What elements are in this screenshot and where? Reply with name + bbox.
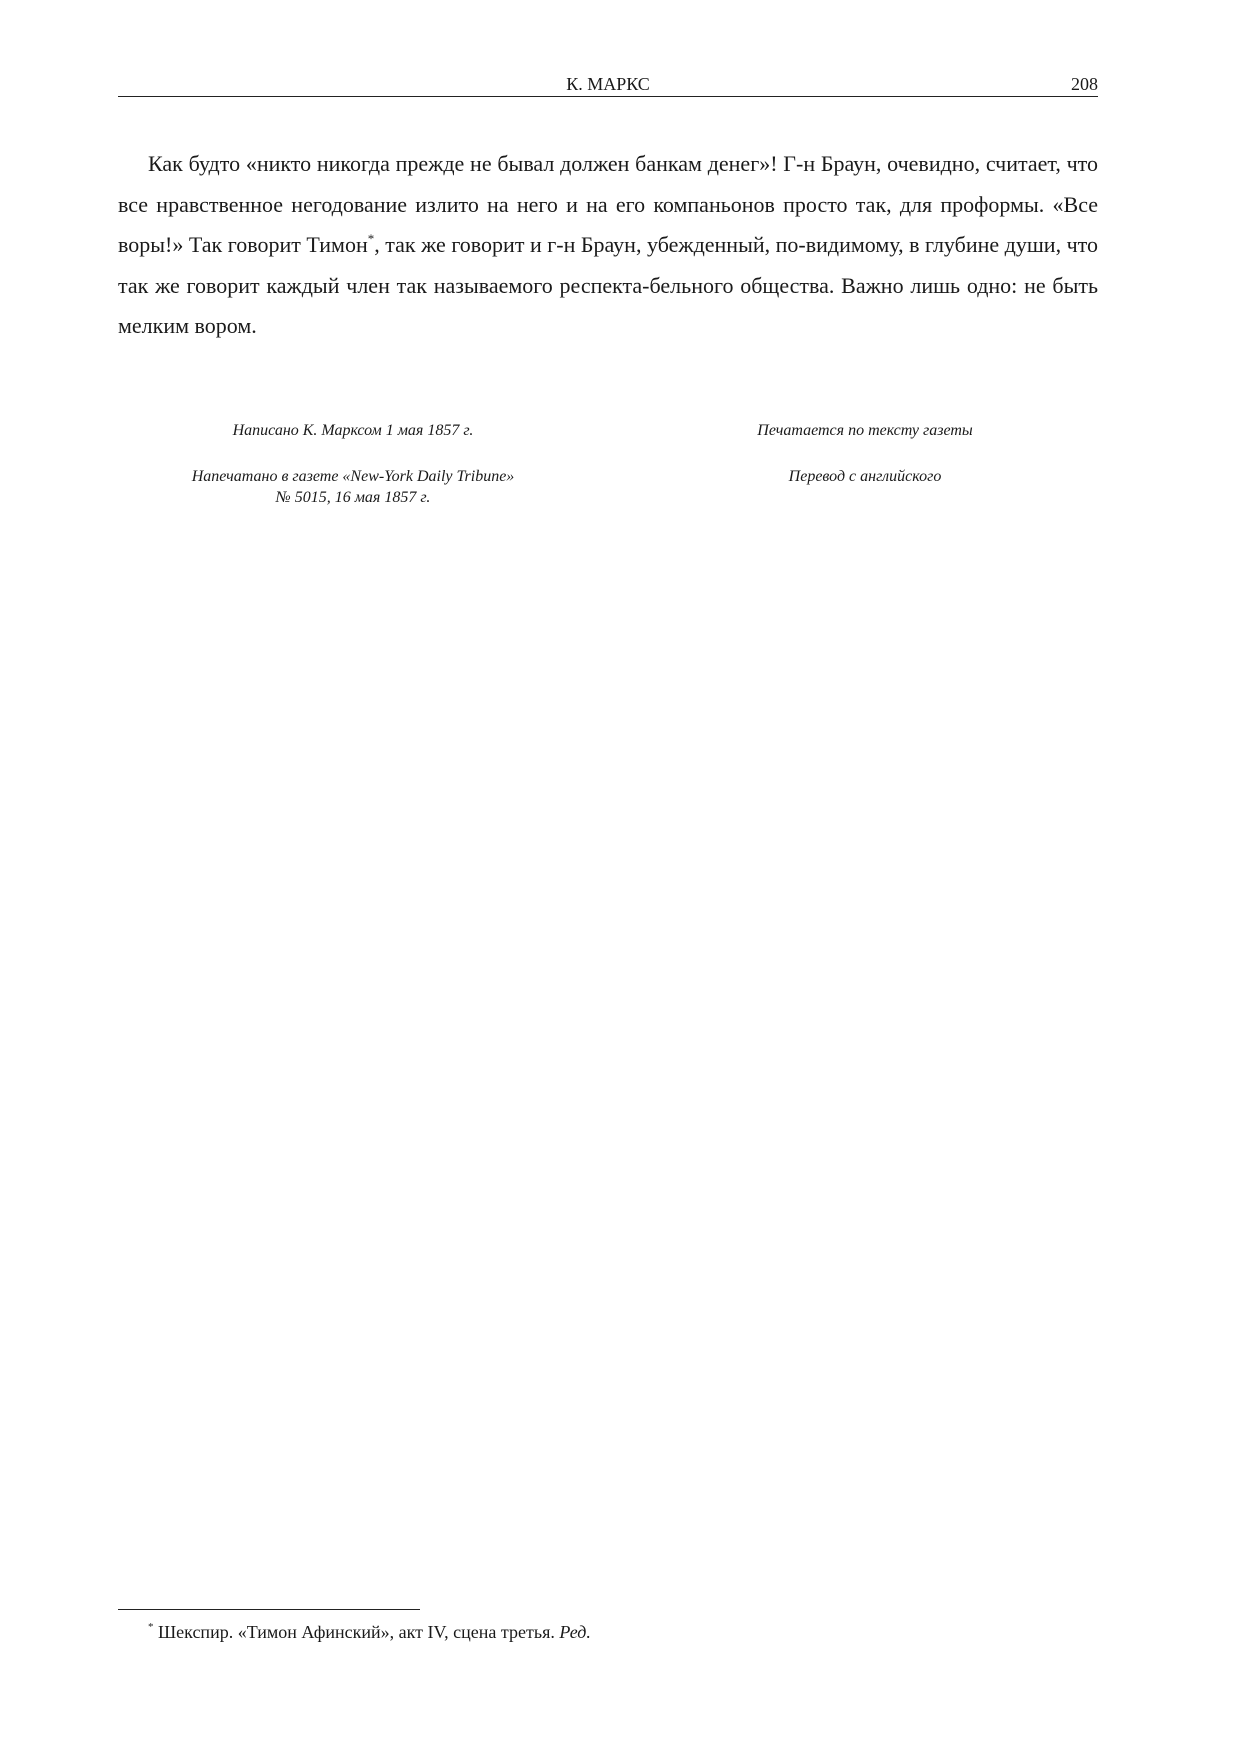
footnote-reference: * [367, 231, 375, 246]
footnote [148, 1620, 591, 1644]
printed-note-line-2: № 5015, 16 мая 1857 г. [275, 489, 431, 506]
footnote-text: Шекспир. «Тимон Афинский», акт IV, сцена третья. [153, 1622, 560, 1642]
body-text-part-1: Как будто «никто никогда прежде не бывал должен банкам денег»! Г-н Браун, очевидно, считает, что все нравственное негодование излито на него и на его компаньонов просто так, для проформы. «Все воры!» Так говорит Тимон [118, 151, 1098, 257]
printed-note-line-1: Напечатано в газете «New-York Daily Tribune» [191, 468, 515, 485]
translation-note: Перевод с английского [788, 468, 942, 485]
footnote-rule [118, 1609, 420, 1610]
body-paragraph [118, 144, 1098, 347]
header-author: К. МАРКС [566, 74, 650, 94]
source-note-left [118, 420, 588, 508]
running-header [118, 72, 1098, 97]
printed-from-note: Печатается по тексту газеты [757, 422, 973, 439]
footnote-editor-mark: Ред. [559, 1622, 591, 1642]
source-note-right [650, 420, 1080, 487]
footnote-marker: * [148, 1621, 154, 1633]
body-text-part-2: , так же говорит и г-н Браун, убежденный, по-видимому, в глубине души, что так же говорит каждый член так называемого респекта-бельного общества. Важно лишь одно: не быть мелким вором. [118, 232, 1098, 338]
page-number: 208 [1071, 74, 1098, 94]
written-note: Написано К. Марксом 1 мая 1857 г. [232, 422, 474, 439]
